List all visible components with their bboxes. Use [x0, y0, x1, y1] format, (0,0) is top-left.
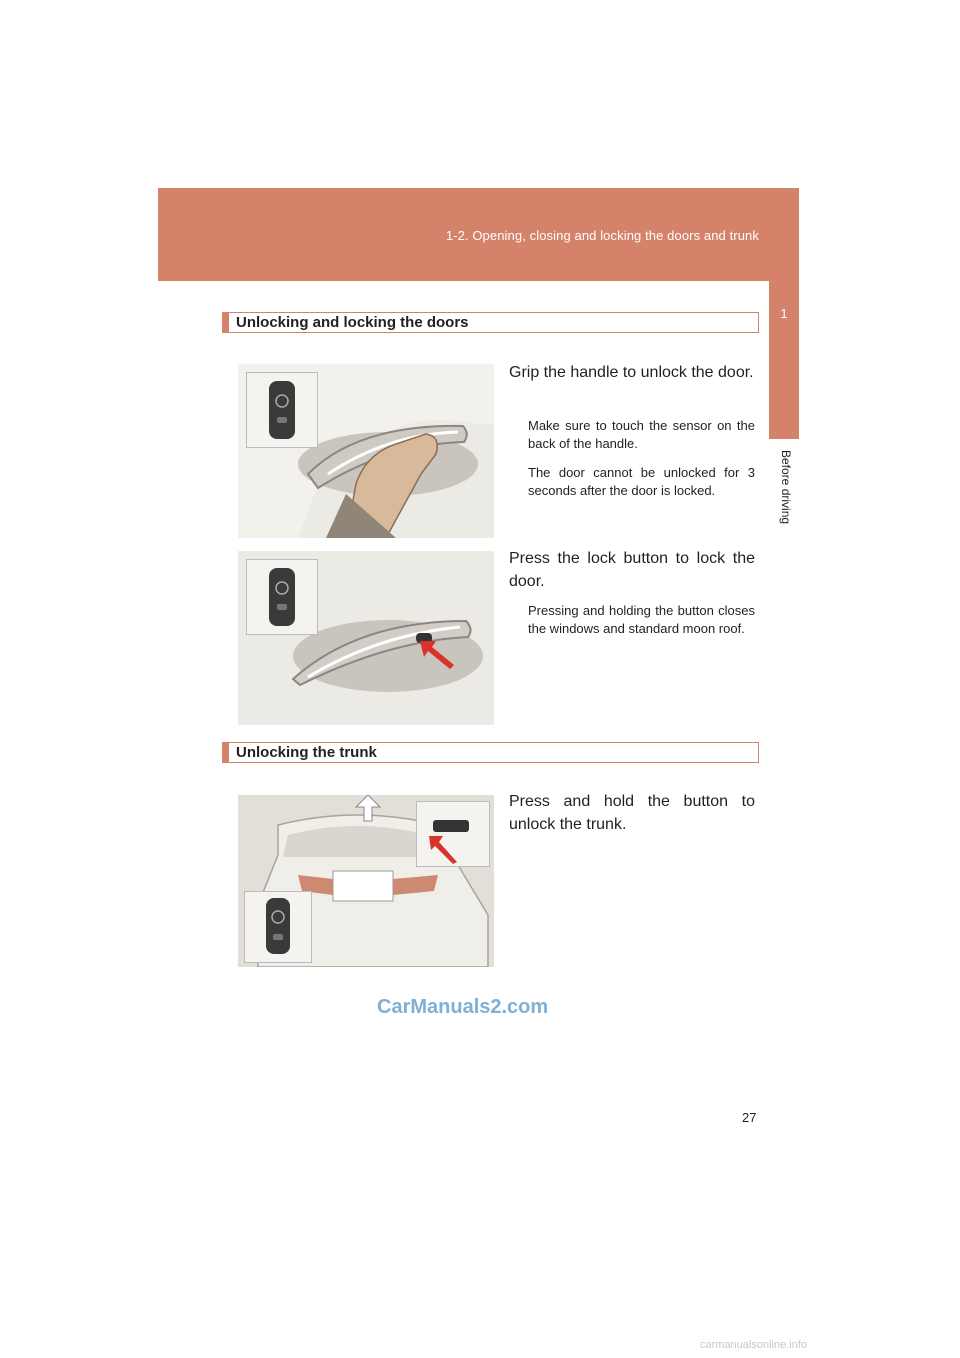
- smart-key-inset: [246, 559, 318, 635]
- hand-icon: [326, 404, 446, 538]
- note-delay: The door cannot be unlocked for 3 seconds after the door is locked.: [528, 465, 755, 498]
- section-heading-doors: [222, 312, 759, 333]
- note-touch-sensor: Make sure to touch the sensor on the back of the handle.: [528, 418, 755, 451]
- arrow-icon: [417, 802, 489, 866]
- smart-key-inset: [246, 372, 318, 448]
- smart-key-icon: [245, 892, 311, 962]
- note-windows: Pressing and holding the button closes the windows and standard moon roof.: [528, 603, 755, 636]
- section-title: Unlocking and locking the doors: [236, 314, 469, 331]
- chapter-title: 1-2. Opening, closing and locking the doors and trunk: [445, 228, 759, 243]
- figure-trunk: [238, 795, 494, 967]
- instruction-grip: Grip the handle to unlock the door.: [509, 364, 754, 381]
- instruction-lock: Press the lock button to lock the door.: [509, 550, 755, 590]
- instruction-trunk: Press and hold the button to unlock the trunk.: [509, 793, 755, 833]
- section-title: Unlocking the trunk: [236, 744, 377, 761]
- header-band: [158, 188, 799, 281]
- figure-grip-handle: [238, 364, 494, 538]
- chapter-label: Before driving: [779, 450, 793, 525]
- figure-lock-button: [238, 551, 494, 725]
- section-heading-trunk: [222, 742, 759, 763]
- page-number: 27: [742, 1110, 757, 1125]
- trunk-button-inset: [416, 801, 490, 867]
- watermark: CarManuals2.com: [377, 996, 549, 1018]
- footer-watermark: carmanualsonline.info: [700, 1339, 808, 1351]
- chapter-tab: [769, 281, 799, 439]
- arrow-icon: [418, 637, 458, 669]
- smart-key-inset: [244, 891, 312, 963]
- smart-key-icon: [247, 373, 317, 447]
- smart-key-icon: [247, 560, 317, 634]
- chapter-number: 1: [780, 306, 788, 321]
